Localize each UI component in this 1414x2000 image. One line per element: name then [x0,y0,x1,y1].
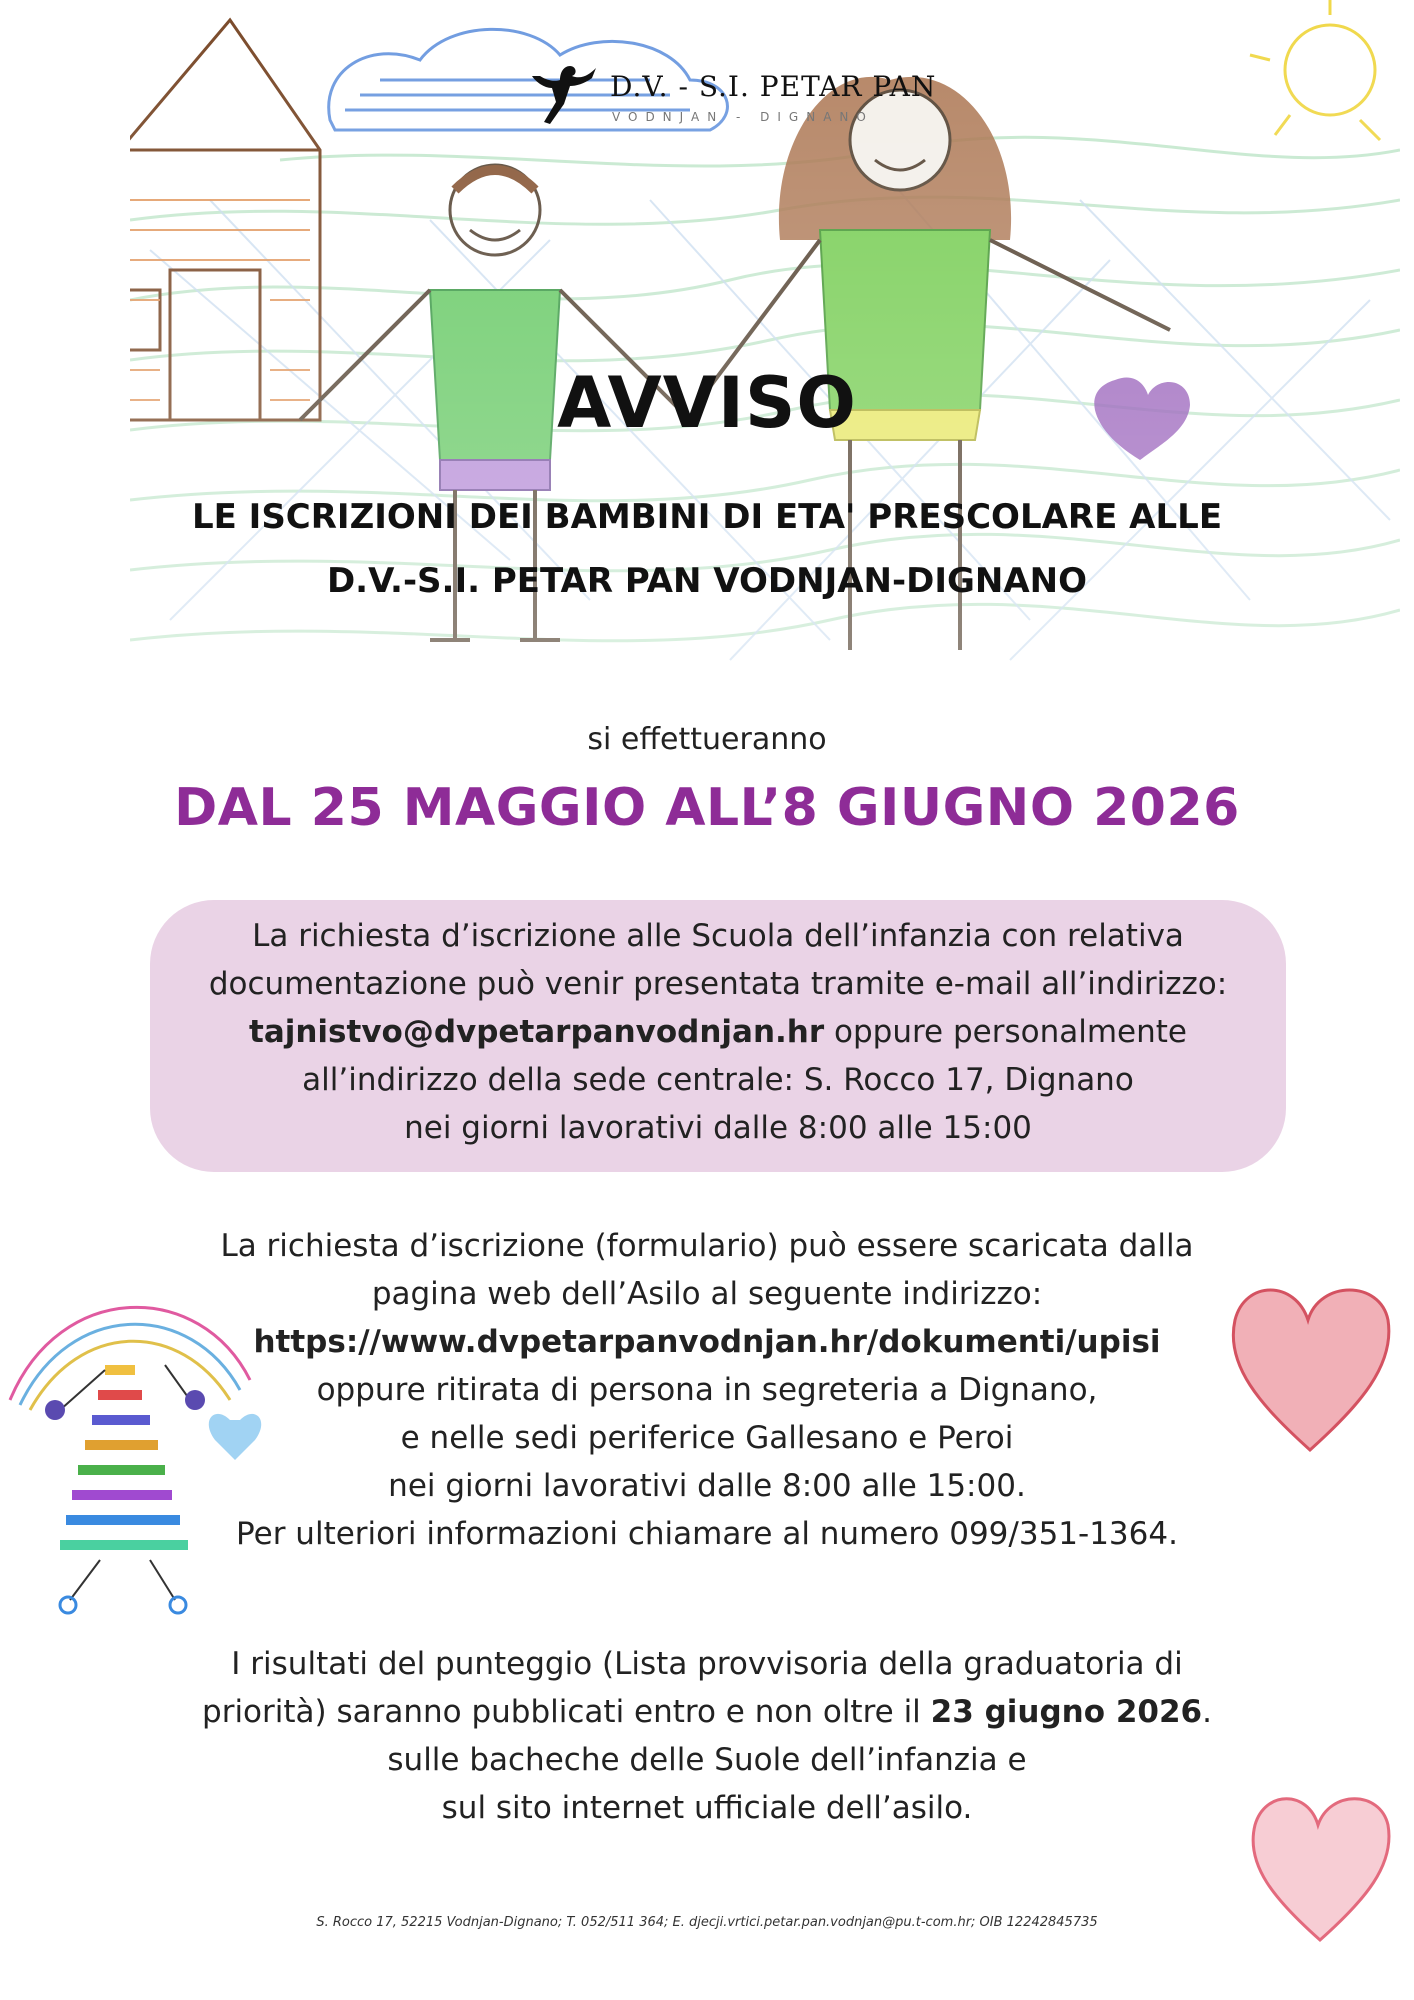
logo-subtitle: VODNJAN - DIGNANO [612,110,874,124]
download-line-2: pagina web dell’Asilo al seguente indirizzo: [371,1276,1043,1312]
logo-title: D.V. - S.I. PETAR PAN [610,70,937,103]
results-line-3: sulle bacheche delle Suole dell’infanzia e [387,1742,1027,1778]
box-line-1: La richiesta d’iscrizione alle Scuola dell’infanzia con relativa [252,918,1184,954]
page-title: AVVISO [557,362,857,444]
box-line-3 [150,1008,1286,1056]
box-line-4: all’indirizzo della sede centrale: S. Rocco 17, Dignano [302,1062,1134,1098]
download-line-3: oppure ritirata di persona in segreteria a Dignano, [316,1372,1098,1408]
email-address-link[interactable]: tajnistvo@dvpetarpanvodnjan.hr [249,1014,825,1050]
enrollment-dates: DAL 25 MAGGIO ALL’8 GIUGNO 2026 [174,778,1240,838]
download-line-4: e nelle sedi periferice Gallesano e Peroi [400,1420,1014,1456]
lead-text: si effettueranno [587,722,827,757]
box-line-5: nei giorni lavorativi dalle 8:00 alle 15:00 [404,1110,1032,1146]
results-line-2-start: priorità) saranno pubblicati entro e non oltre il [202,1694,931,1730]
school-logo [530,58,950,138]
download-line-6: Per ulteriori informazioni chiamare al numero 099/351-1364. [236,1516,1178,1552]
submission-info-box [150,900,1286,1172]
red-heart-icon [1220,1265,1400,1465]
download-line-1: La richiesta d’iscrizione (formulario) può essere scaricata dalla [220,1228,1194,1264]
results-line-4: sul sito internet ufficiale dell’asilo. [441,1790,973,1826]
results-info [0,1640,1414,1832]
download-line-5: nei giorni lavorativi dalle 8:00 alle 15:00. [388,1468,1026,1504]
box-line-3-rest: oppure personalmente [824,1014,1187,1050]
results-line-1: I risultati del punteggio (Lista provvisoria della graduatoria di [231,1646,1183,1682]
download-url-link[interactable]: https://www.dvpetarpanvodnjan.hr/dokumenti/upisi [253,1324,1161,1360]
peter-pan-figure-icon [530,58,600,138]
rainbow-tree-drawing-icon [0,1270,270,1630]
results-line-2-end: . [1202,1694,1212,1730]
results-date: 23 giugno 2026 [930,1694,1203,1730]
footer-contact: S. Rocco 17, 52215 Vodnjan-Dignano; T. 052/511 364; E. djecji.vrtici.petar.pan.vodnjan@pu.t-com.hr; OIB 12242845735 [316,1915,1098,1930]
box-line-2: documentazione può venir presentata tramite e-mail all’indirizzo: [208,966,1228,1002]
results-line-2 [0,1688,1414,1736]
subtitle-line-2: D.V.-S.I. PETAR PAN VODNJAN-DIGNANO [326,561,1088,601]
subtitle-line-1: LE ISCRIZIONI DEI BAMBINI DI ETA' PRESCOLARE ALLE [191,497,1223,537]
